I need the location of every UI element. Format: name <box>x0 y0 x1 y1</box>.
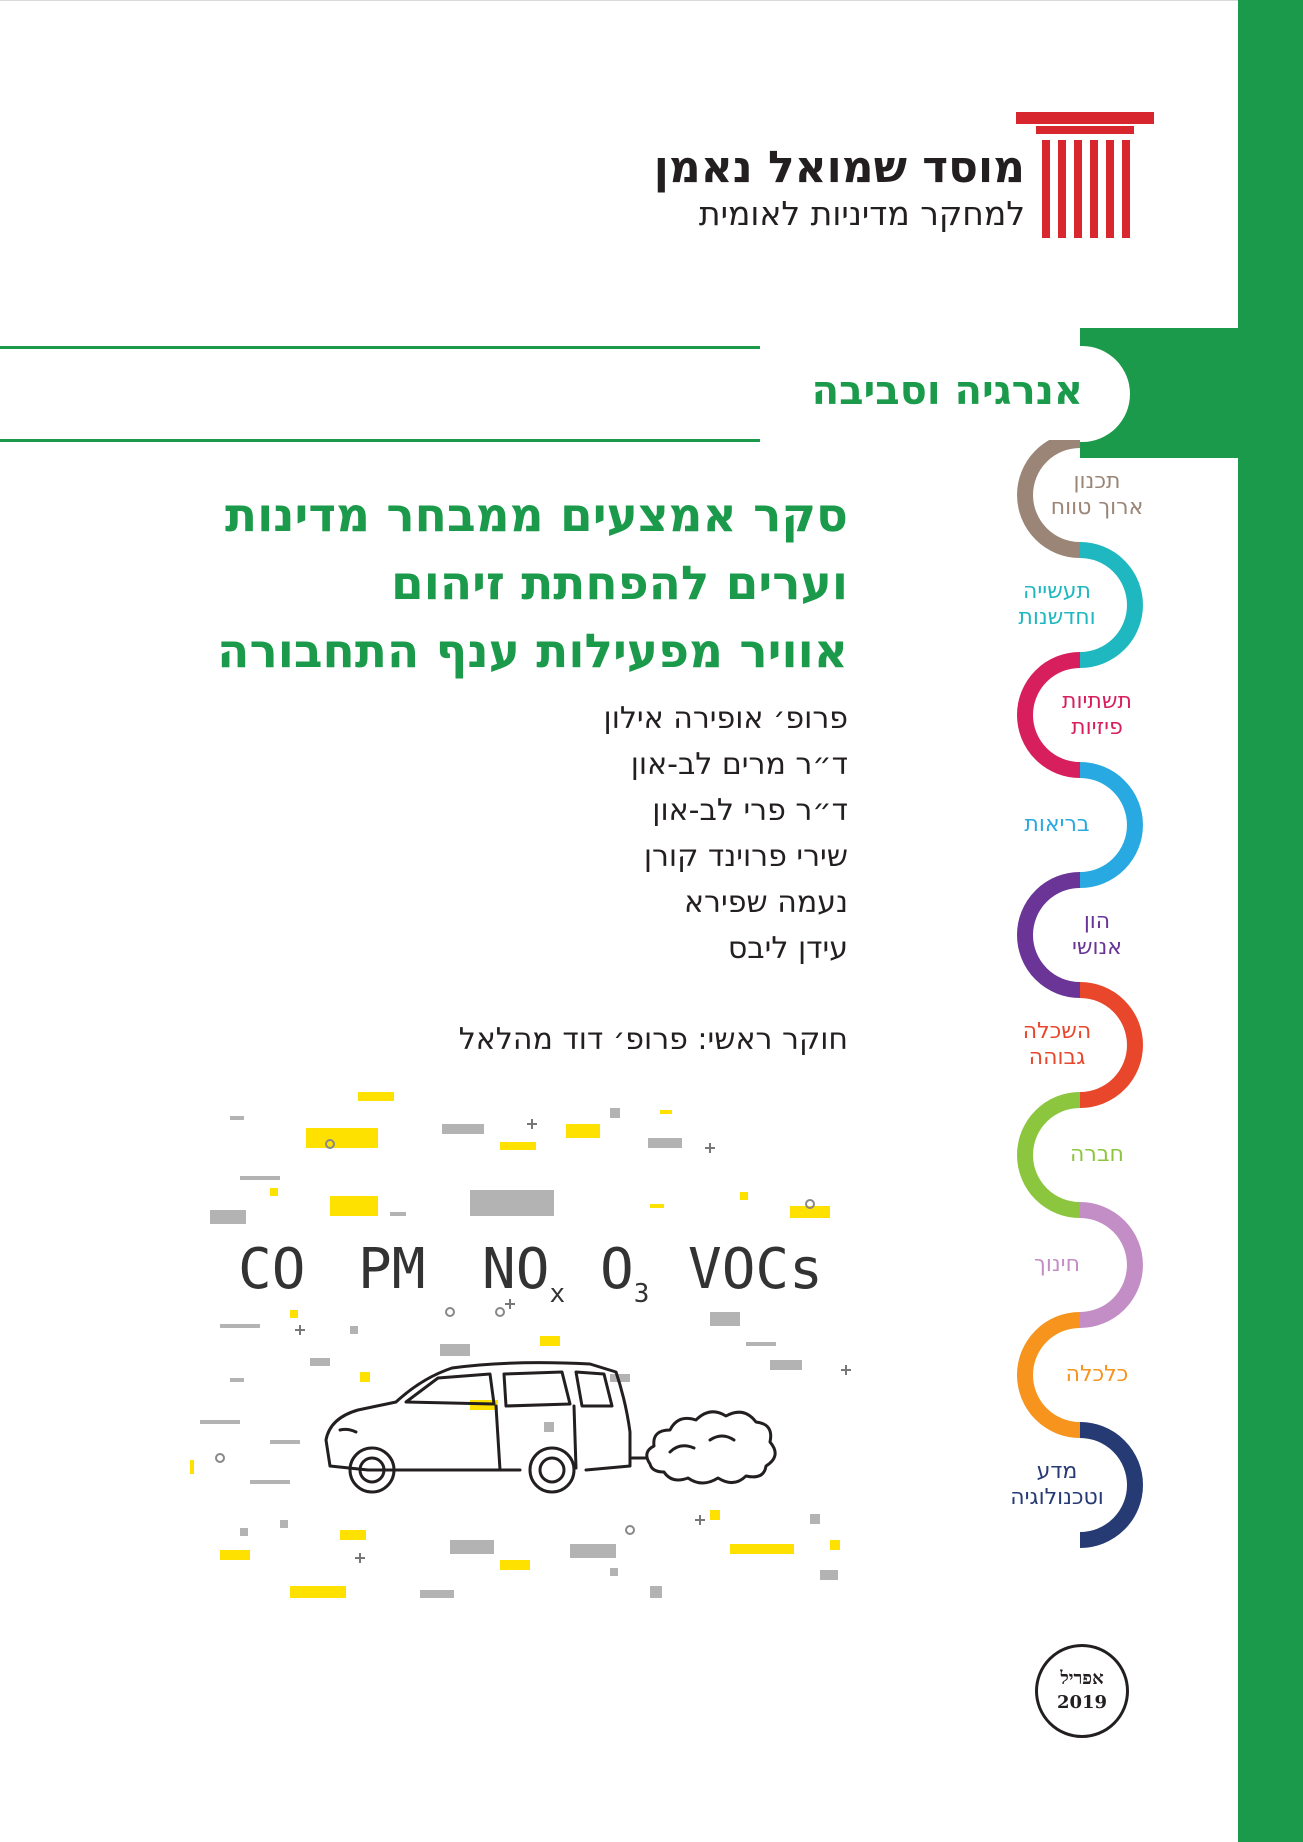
author-name: עידן ליבס <box>727 931 848 966</box>
pollutant-label-pm: PM <box>358 1237 426 1302</box>
particle <box>566 1124 600 1138</box>
particle <box>240 1528 248 1536</box>
particle <box>440 1344 470 1356</box>
author-name: ד״ר מרים לב-און <box>630 747 848 782</box>
institute-subtitle: למחקר מדיניות לאומית <box>698 194 1025 233</box>
author-name: נעמה שפירא <box>684 885 848 920</box>
particle <box>270 1440 300 1444</box>
topic-label: חינוך <box>1034 1252 1080 1277</box>
particle <box>820 1570 838 1580</box>
category-title: אנרגיה וסביבה <box>811 368 1083 414</box>
particle <box>310 1358 330 1366</box>
particle <box>442 1124 484 1134</box>
particle <box>306 1128 378 1148</box>
pollutant-label-co: CO <box>238 1237 306 1302</box>
particle <box>660 1110 672 1114</box>
particle <box>190 1460 194 1474</box>
topic-label: תעשייה וחדשנות <box>1018 579 1096 630</box>
report-title <box>128 482 848 686</box>
particle <box>250 1480 290 1484</box>
particle <box>730 1544 794 1554</box>
particle <box>500 1560 530 1570</box>
column-logo-icon <box>1012 110 1154 240</box>
particle <box>527 1119 537 1129</box>
pollutant-labels <box>238 1237 823 1309</box>
topic-label: השכלה גבוהה <box>1022 1019 1092 1070</box>
particle <box>810 1514 820 1524</box>
particle <box>710 1510 720 1520</box>
pollutant-label-nox: $NO_x$ <box>482 1237 566 1309</box>
title-line-3: אוויר מפעילות ענף התחבורה <box>217 624 848 679</box>
lead-researcher: חוקר ראשי: פרופ׳ דוד מהלאל <box>458 1022 848 1057</box>
particle <box>290 1310 298 1318</box>
institute-logo-text <box>654 142 1025 234</box>
particle <box>746 1342 776 1346</box>
particle <box>290 1586 346 1598</box>
topic-label: תכנון ארוך טווח <box>1050 469 1144 520</box>
particle <box>648 1138 682 1148</box>
topic-label: תשתיות פיזיות <box>1062 689 1132 740</box>
date-badge <box>1035 1644 1129 1738</box>
particle <box>570 1544 616 1558</box>
institute-name: מוסד שמואל נאמן <box>653 142 1025 193</box>
topic-label: כלכלה <box>1065 1362 1129 1387</box>
pollutant-label-o3: $O_3$ <box>600 1237 650 1309</box>
particle <box>650 1586 662 1598</box>
particle <box>496 1308 504 1316</box>
author-name: פרופ׳ אופירה אילון <box>603 701 848 736</box>
particle <box>355 1553 365 1563</box>
particle <box>450 1540 494 1554</box>
particle <box>710 1312 740 1326</box>
particle <box>220 1324 260 1328</box>
particle <box>650 1204 664 1208</box>
particle <box>470 1190 554 1216</box>
particle <box>740 1192 748 1200</box>
particle <box>280 1520 288 1528</box>
particle <box>626 1526 634 1534</box>
topic-label: הון אנושי <box>1071 909 1122 960</box>
particle <box>540 1336 560 1346</box>
particle <box>270 1188 278 1196</box>
date-year: 2019 <box>1056 1692 1108 1713</box>
particle <box>360 1372 370 1382</box>
topic-label: חברה <box>1070 1142 1124 1167</box>
pollutant-label-vocs: VOCs <box>688 1237 823 1302</box>
particle <box>200 1420 240 1424</box>
particle <box>610 1108 620 1118</box>
particle <box>446 1308 454 1316</box>
particle <box>210 1210 246 1224</box>
particle <box>240 1176 280 1180</box>
car-pollution-illustration <box>190 1080 870 1600</box>
brand-side-strip <box>1238 0 1303 1842</box>
author-list <box>604 696 848 972</box>
author-name: ד״ר פרי לב-און <box>652 793 848 828</box>
topic-label: מדע וטכנולוגיה <box>1010 1459 1104 1510</box>
particle <box>390 1212 406 1216</box>
particle <box>230 1378 244 1382</box>
title-line-2: וערים להפחתת זיהום <box>391 556 848 611</box>
particle <box>841 1365 851 1375</box>
topic-label: בריאות <box>1024 812 1090 837</box>
page-top-border <box>0 0 1303 1</box>
particle <box>705 1143 715 1153</box>
particle <box>330 1196 378 1216</box>
particle <box>770 1360 802 1370</box>
pollution-particles <box>190 1092 851 1600</box>
particle <box>230 1116 244 1120</box>
particle <box>216 1454 224 1462</box>
particle <box>295 1325 305 1335</box>
particle <box>350 1326 358 1334</box>
particle <box>830 1540 840 1550</box>
particle <box>358 1092 394 1101</box>
particle <box>610 1568 618 1576</box>
author-name: שירי פרוינד קורן <box>643 839 848 874</box>
particle <box>500 1142 536 1150</box>
particle <box>544 1422 554 1432</box>
particle <box>420 1590 454 1598</box>
date-month: אפריל <box>1060 1668 1104 1689</box>
particle <box>220 1550 250 1560</box>
particle <box>695 1515 705 1525</box>
title-line-1: סקר אמצעים ממבחר מדינות <box>224 488 848 543</box>
particle <box>340 1530 366 1540</box>
